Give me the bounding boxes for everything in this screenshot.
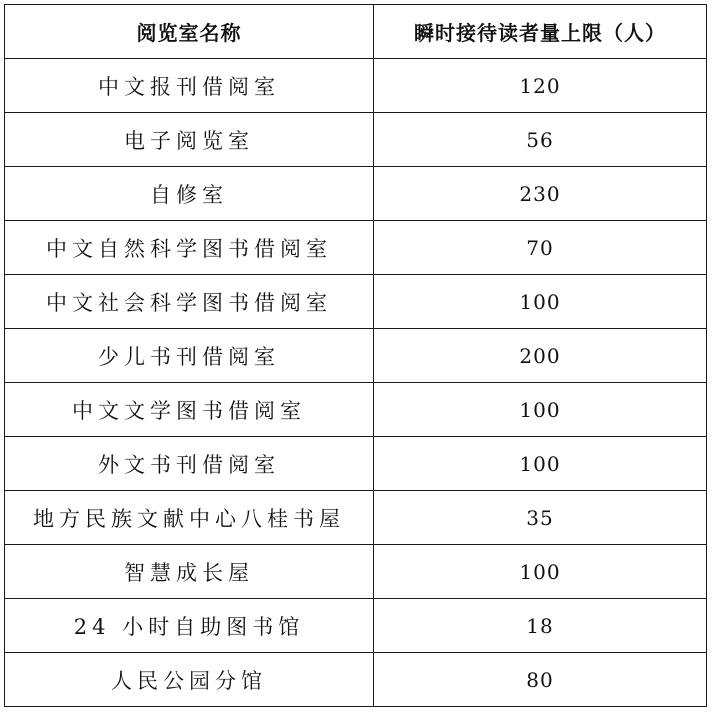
table-row [5, 383, 707, 437]
header-capacity: 瞬时接待读者量上限（人） [374, 5, 707, 59]
capacity-cell: 100 [374, 383, 707, 437]
room-name-cell: 中文文学图书借阅室 [5, 383, 374, 437]
table-row [5, 545, 707, 599]
room-name-cell: 智慧成长屋 [5, 545, 374, 599]
table-row [5, 491, 707, 545]
capacity-cell: 100 [374, 545, 707, 599]
capacity-cell: 200 [374, 329, 707, 383]
room-name-cell: 地方民族文献中心八桂书屋 [5, 491, 374, 545]
table-header-row [5, 5, 707, 59]
room-name-cell: 中文自然科学图书借阅室 [5, 221, 374, 275]
room-name-cell: 少儿书刊借阅室 [5, 329, 374, 383]
table-row [5, 167, 707, 221]
capacity-cell: 80 [374, 653, 707, 707]
table-row [5, 275, 707, 329]
room-name-cell: 电子阅览室 [5, 113, 374, 167]
table-row [5, 113, 707, 167]
room-name-cell: 外文书刊借阅室 [5, 437, 374, 491]
room-name-cell: 中文社会科学图书借阅室 [5, 275, 374, 329]
table-row [5, 221, 707, 275]
room-name-cell: 24 小时自助图书馆 [5, 599, 374, 653]
room-name-cell: 中文报刊借阅室 [5, 59, 374, 113]
header-room-name: 阅览室名称 [5, 5, 374, 59]
capacity-table-container [4, 4, 707, 707]
reading-room-capacity-table [4, 4, 707, 707]
capacity-cell: 100 [374, 275, 707, 329]
capacity-cell: 100 [374, 437, 707, 491]
capacity-cell: 18 [374, 599, 707, 653]
capacity-cell: 230 [374, 167, 707, 221]
table-row [5, 59, 707, 113]
capacity-cell: 56 [374, 113, 707, 167]
capacity-cell: 120 [374, 59, 707, 113]
table-row [5, 329, 707, 383]
capacity-cell: 35 [374, 491, 707, 545]
room-name-cell: 人民公园分馆 [5, 653, 374, 707]
table-row [5, 653, 707, 707]
capacity-cell: 70 [374, 221, 707, 275]
table-row [5, 437, 707, 491]
room-name-cell: 自修室 [5, 167, 374, 221]
table-row [5, 599, 707, 653]
